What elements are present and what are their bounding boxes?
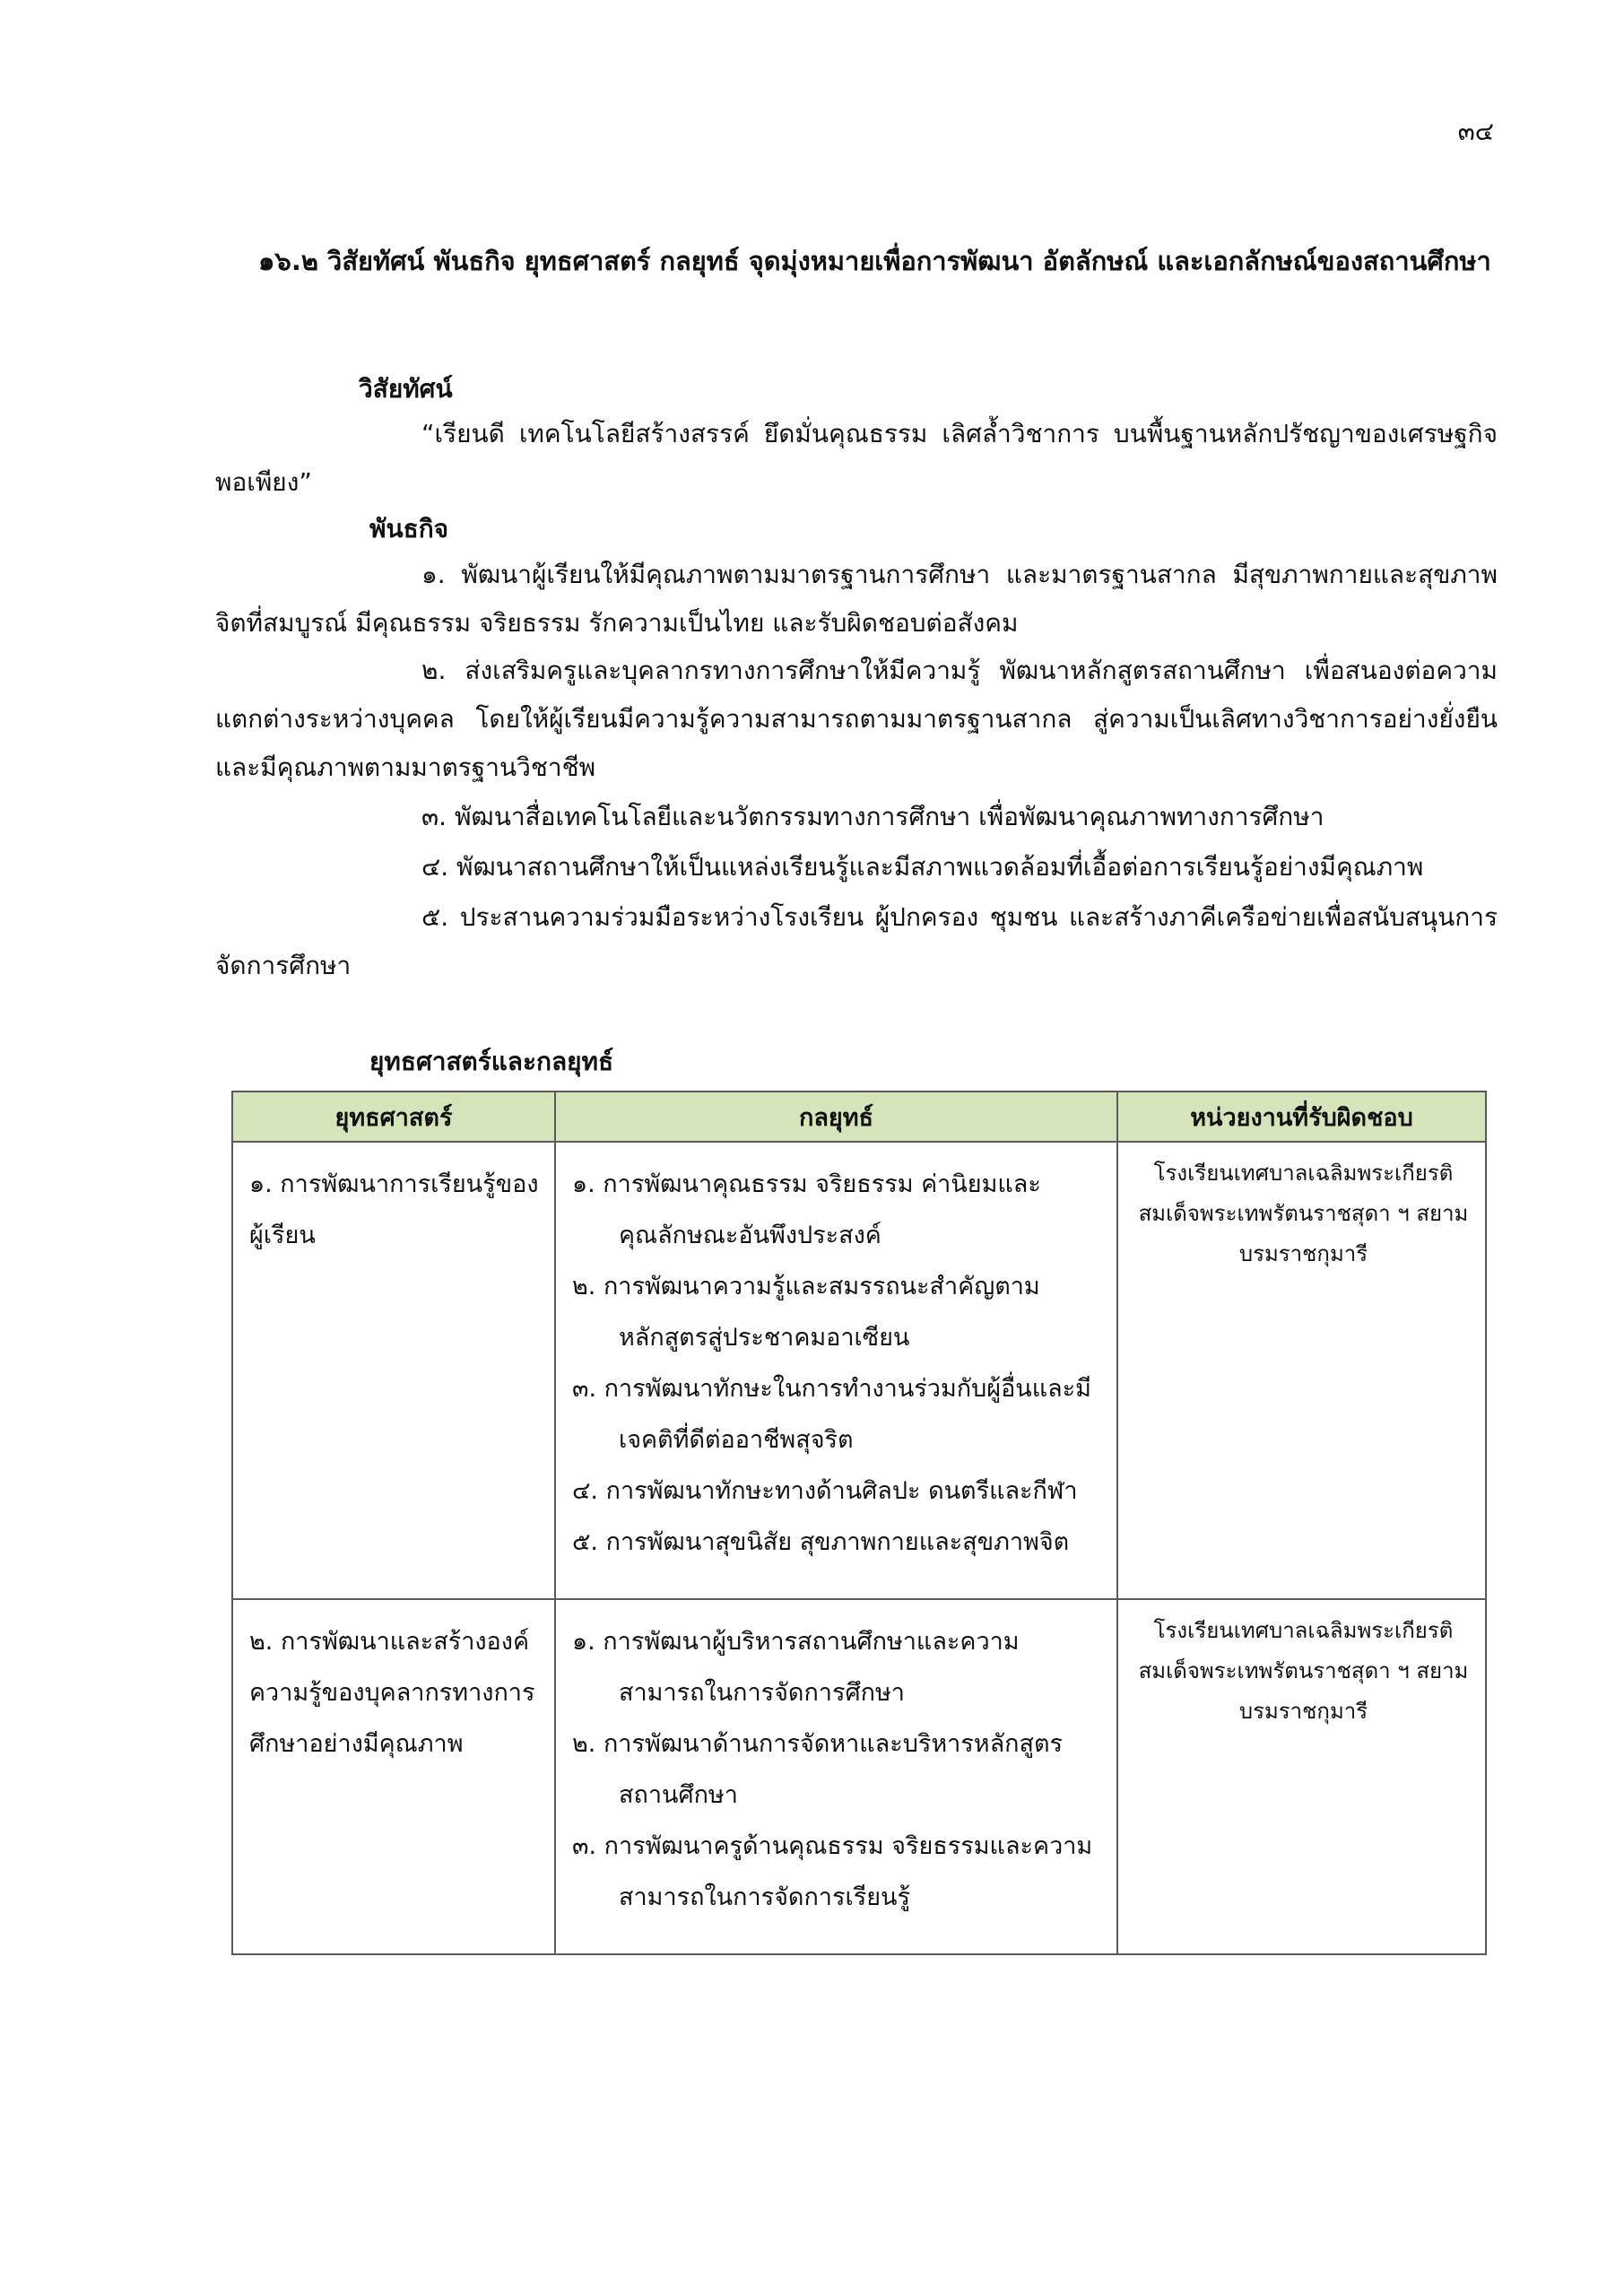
tactic-item: ๓. การพัฒนาครูด้านคุณธรรม จริยธรรมและความสามารถในการจัดการเรียนรู้ [572,1832,1093,1911]
responsible-cell: โรงเรียนเทศบาลเฉลิมพระเกียรติสมเด็จพระเทพรัตนราชสุดา ฯ สยามบรมราชกุมารี [1117,1599,1486,1954]
strategy-cell: ๒. การพัฒนาและสร้างองค์ความรู้ของบุคลากรทางการศึกษาอย่างมีคุณภาพ [232,1599,555,1954]
vision-title: วิสัยทัศน์ [359,374,453,404]
tactic-item: ๑. การพัฒนาผู้บริหารสถานศึกษาและความสามารถในการจัดการศึกษา [572,1628,1020,1707]
table-header-row [232,1091,1486,1142]
tactic-item: ๔. การพัฒนาทักษะทางด้านศิลปะ ดนตรีและกีฬา [572,1477,1078,1505]
strategy-cell: ๑. การพัฒนาการเรียนรู้ของผู้เรียน [232,1142,555,1599]
table-row [232,1599,1486,1954]
table-row [232,1142,1486,1599]
mission-item-2: ๒. ส่งเสริมครูและบุคลากรทางการศึกษาให้มีความรู้ พัฒนาหลักสูตรสถานศึกษา เพื่อสนองต่อความแตกต่างระหว่างบุคคล โดยให้ผู้เรียนมีความรู้ความสามารถตามมาตรฐานสากล สู่ความเป็นเลิศทางวิชาการอย่างยั่งยืนและมีคุณภาพตามมาตรฐานวิชาชีพ [215,656,1498,782]
strategy-section-title: ยุทธศาสตร์และกลยุทธ์ [369,1047,614,1076]
header-responsible: หน่วยงานที่รับผิดชอบ [1117,1091,1486,1142]
mission-title: พันธกิจ [369,514,449,544]
tactic-item: ๒. การพัฒนาความรู้และสมรรถนะสำคัญตามหลักสูตรสู่ประชาคมอาเซียน [572,1273,1040,1352]
tactics-cell [555,1142,1117,1599]
tactic-item: ๓. การพัฒนาทักษะในการทำงานร่วมกับผู้อื่นและมีเจคติที่ดีต่ออาชีพสุจริต [572,1375,1091,1454]
mission-item-4: ๔. พัฒนาสถานศึกษาให้เป็นแหล่งเรียนรู้และมีสภาพแวดล้อมที่เอื้อต่อการเรียนรู้อย่างมีคุณภาพ [421,852,1424,882]
tactics-cell [555,1599,1117,1954]
tactic-item: ๑. การพัฒนาคุณธรรม จริยธรรม ค่านิยมและคุณลักษณะอันพึงประสงค์ [572,1170,1041,1249]
responsible-cell: โรงเรียนเทศบาลเฉลิมพระเกียรติสมเด็จพระเทพรัตนราชสุดา ฯ สยามบรมราชกุมารี [1117,1142,1486,1599]
header-strategy: ยุทธศาสตร์ [232,1091,555,1142]
header-tactics: กลยุทธ์ [555,1091,1117,1142]
section-heading: ๑๖.๒ วิสัยทัศน์ พันธกิจ ยุทธศาสตร์ กลยุทธ์ จุดมุ่งหมายเพื่อการพัฒนา อัตลักษณ์ และเอกลักษณ์ของสถานศึกษา [258,246,1491,276]
mission-item-3: ๓. พัฒนาสื่อเทคโนโลยีและนวัตกรรมทางการศึกษา เพื่อพัฒนาคุณภาพทางการศึกษา [421,802,1324,831]
vision-text: “เรียนดี เทคโนโลยีสร้างสรรค์ ยึดมั่นคุณธรรม เลิศล้ำวิชาการ บนพื้นฐานหลักปรัชญาของเศรษฐกิจพอเพียง” [215,419,1498,497]
tactic-item: ๒. การพัฒนาด้านการจัดหาและบริหารหลักสูตรสถานศึกษา [572,1730,1064,1809]
strategy-table [231,1091,1487,1955]
page-number: ๓๔ [1457,117,1494,146]
mission-item-1: ๑. พัฒนาผู้เรียนให้มีคุณภาพตามมาตรฐานการศึกษา และมาตรฐานสากล มีสุขภาพกายและสุขภาพจิตที่สมบูรณ์ มีคุณธรรม จริยธรรม รักความเป็นไทย และรับผิดชอบต่อสังคม [215,560,1498,638]
tactic-item: ๕. การพัฒนาสุขนิสัย สุขภาพกายและสุขภาพจิต [572,1528,1070,1556]
mission-item-5: ๕. ประสานความร่วมมือระหว่างโรงเรียน ผู้ปกครอง ชุมชน และสร้างภาคีเครือข่ายเพื่อสนับสนุนการจัดการศึกษา [215,902,1498,980]
